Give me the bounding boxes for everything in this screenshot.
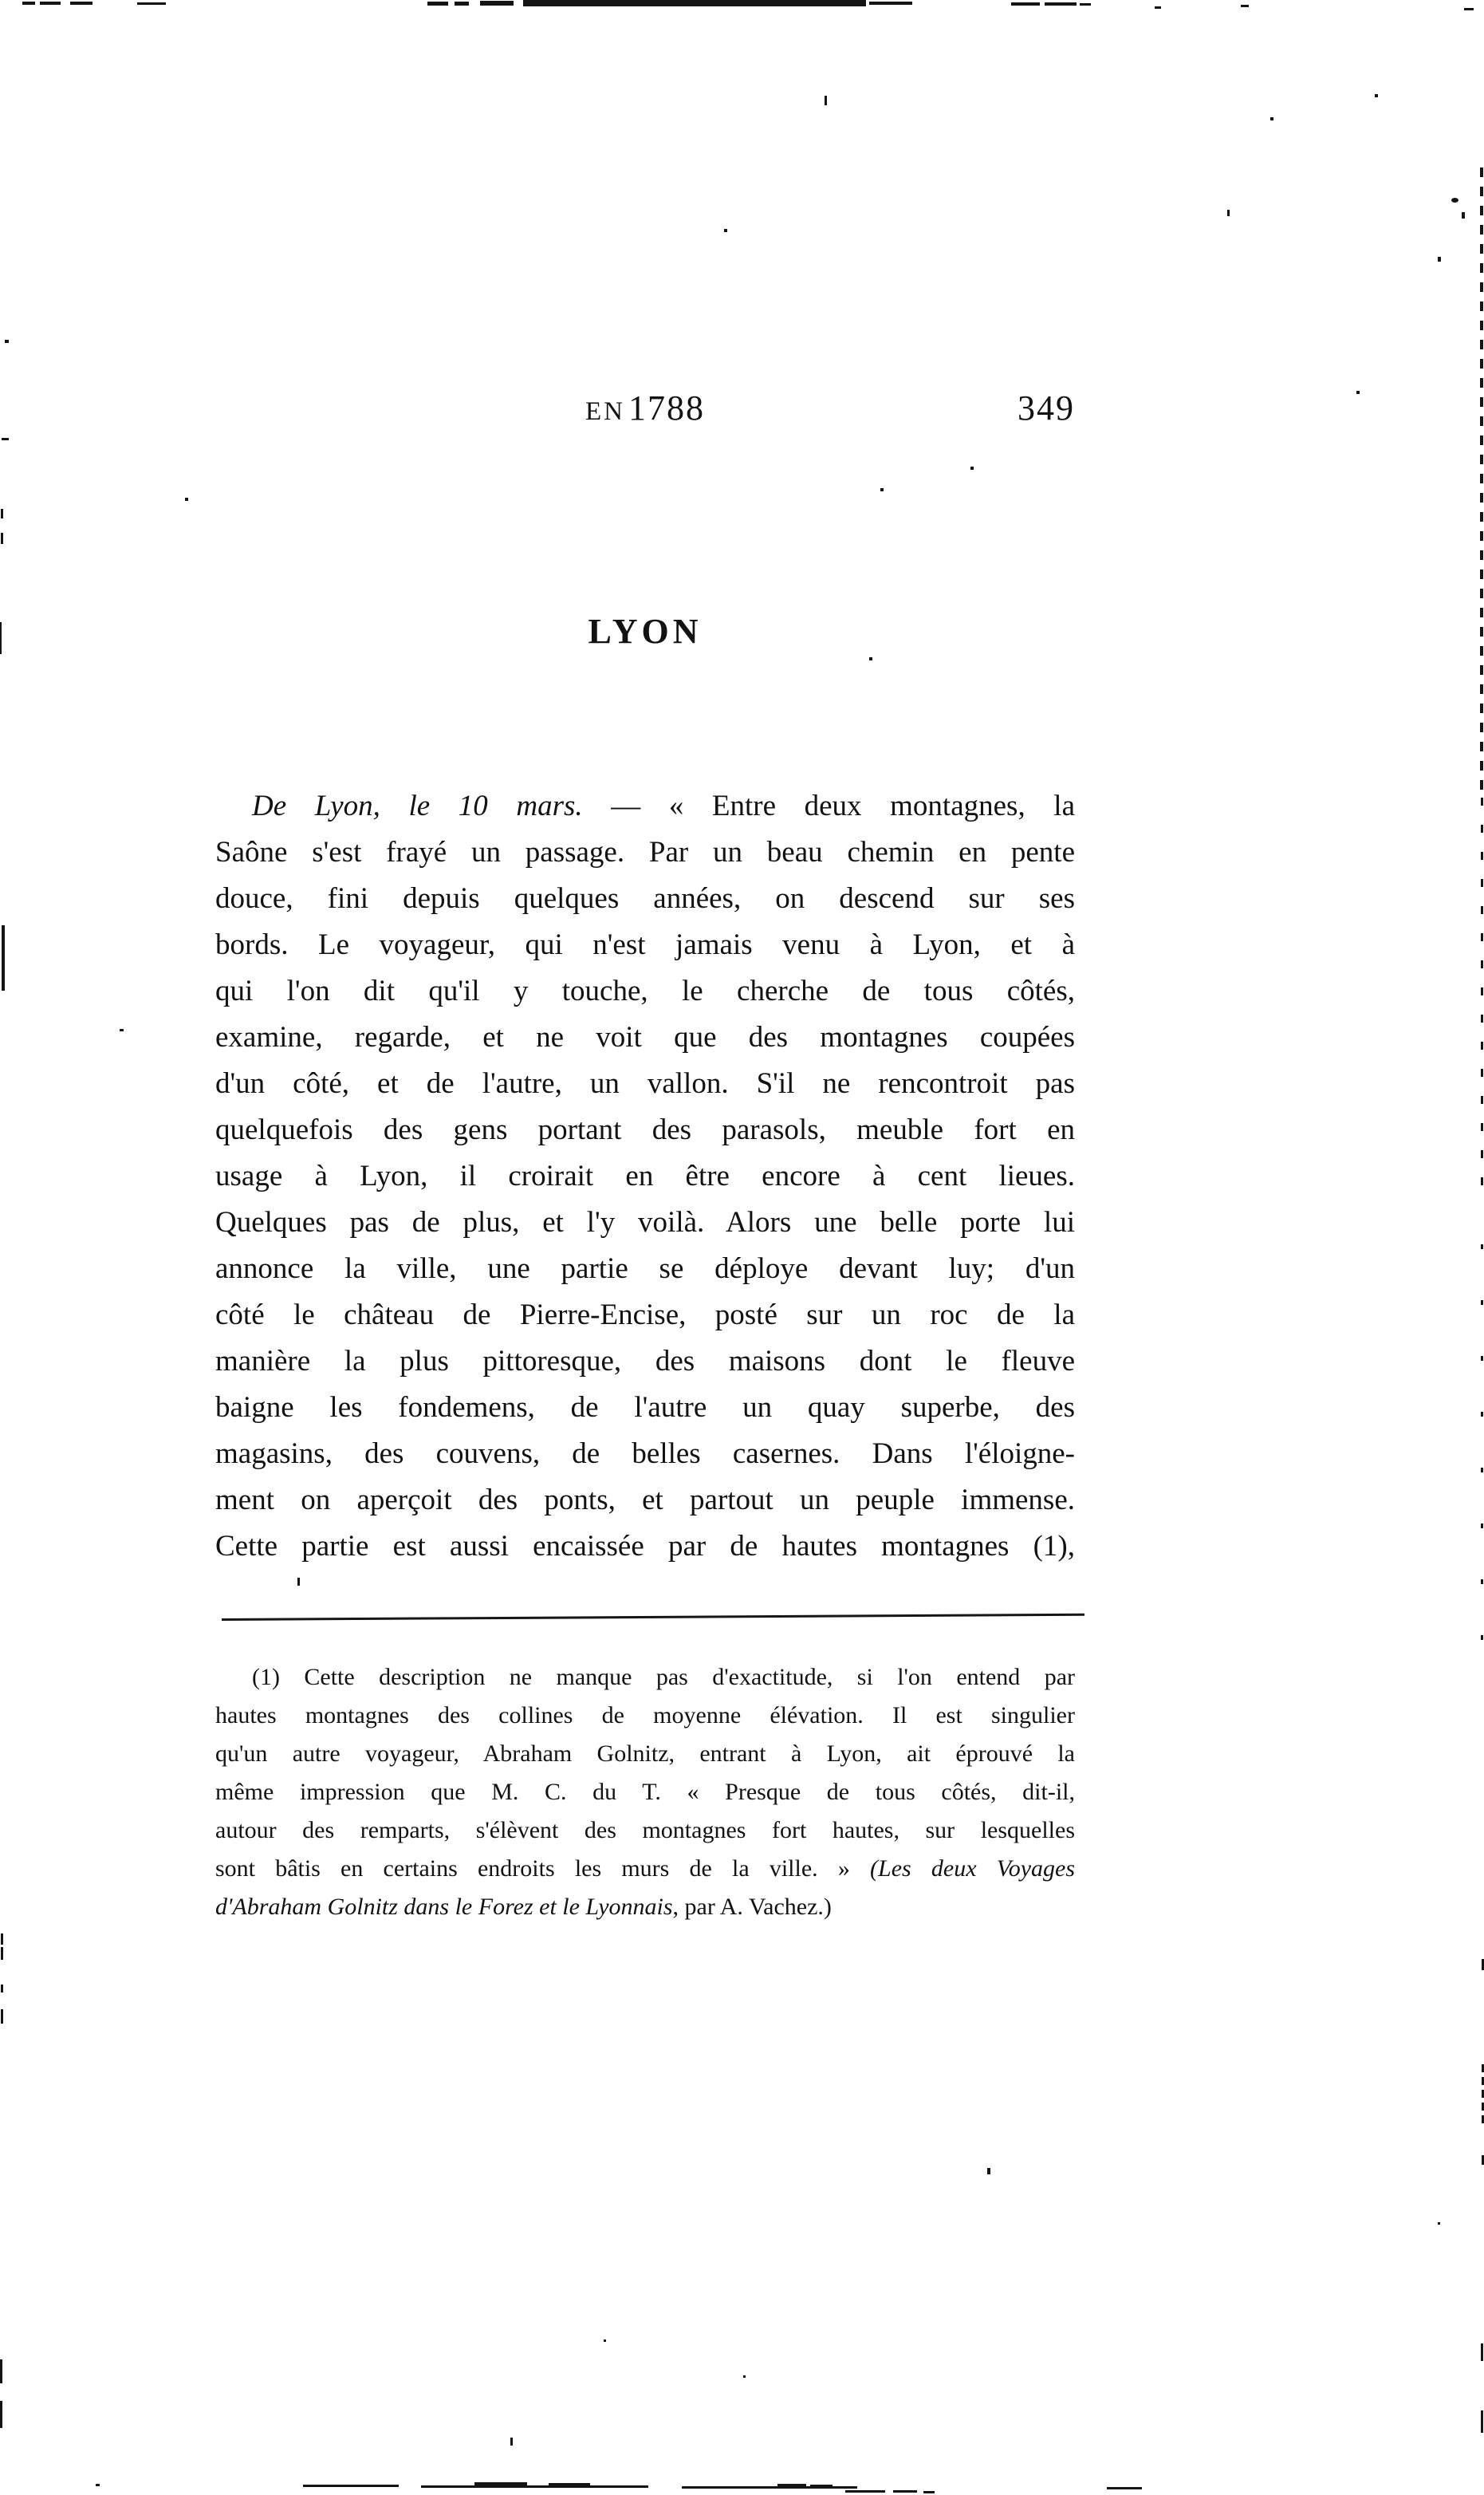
- chapter-title: LYON: [588, 612, 703, 651]
- text-line: douce, fini depuis quelques années, on descend sur ses: [215, 882, 1075, 915]
- text-line: Saône s'est frayé un passage. Par un beau chemin en pente: [215, 836, 1075, 869]
- page-number: 349: [1018, 388, 1075, 428]
- text-line: qui l'on dit qu'il y touche, le cherche de tous côtés,: [215, 975, 1075, 1007]
- section-era-word: EN: [585, 397, 625, 426]
- text-line: ment on aperçoit des ponts, et partout un peuple immense.: [215, 1484, 1075, 1516]
- text-line: d'Abraham Golnitz dans le Forez et le Lyonnais, par A. Vachez.): [215, 1894, 832, 1920]
- text-line: qu'un autre voyageur, Abraham Golnitz, entrant à Lyon, ait éprouvé la: [215, 1740, 1075, 1767]
- text-line: examine, regarde, et ne voit que des montagnes coupées: [215, 1021, 1075, 1054]
- text-line: magasins, des couvens, de belles casernes. Dans l'éloigne-: [215, 1437, 1075, 1470]
- footnote-rule: [222, 1614, 1084, 1621]
- text-line: manière la plus pittoresque, des maisons dont le fleuve: [215, 1345, 1075, 1378]
- section-era-year: 1788: [628, 388, 705, 428]
- text-line: côté le château de Pierre-Encise, posté sur un roc de la: [215, 1299, 1075, 1331]
- text-line: autour des remparts, s'élèvent des montagnes fort hautes, sur lesquelles: [215, 1817, 1075, 1843]
- text-line: annonce la ville, une partie se déploye devant luy; d'un: [215, 1252, 1075, 1285]
- text-line: d'un côté, et de l'autre, un vallon. S'il ne rencontroit pas: [215, 1067, 1075, 1100]
- section-heading: [215, 388, 1075, 428]
- text-line: usage à Lyon, il croirait en être encore à cent lieues.: [215, 1160, 1075, 1192]
- running-header: [215, 388, 1075, 429]
- text-line: baigne les fondemens, de l'autre un quay superbe, des: [215, 1391, 1075, 1424]
- text-line: sont bâtis en certains endroits les murs de la ville. » (Les deux Voyages: [215, 1855, 1075, 1882]
- text-line: même impression que M. C. du T. « Presque de tous côtés, dit-il,: [215, 1779, 1075, 1805]
- text-line: bords. Le voyageur, qui n'est jamais venu à Lyon, et à: [215, 928, 1075, 961]
- text-line: (1) Cette description ne manque pas d'exactitude, si l'on entend par: [252, 1664, 1075, 1690]
- text-line: De Lyon, le 10 mars. — « Entre deux montagnes, la: [252, 790, 1075, 822]
- text-line: hautes montagnes des collines de moyenne élévation. Il est singulier: [215, 1702, 1075, 1728]
- body-text: [215, 783, 1075, 1570]
- text-line: Quelques pas de plus, et l'y voilà. Alors une belle porte lui: [215, 1206, 1075, 1239]
- text-line: quelquefois des gens portant des parasols, meuble fort en: [215, 1113, 1075, 1146]
- text-line: Cette partie est aussi encaissée par de hautes montagnes (1),: [215, 1530, 1075, 1563]
- footnote-text: [215, 1658, 1075, 1926]
